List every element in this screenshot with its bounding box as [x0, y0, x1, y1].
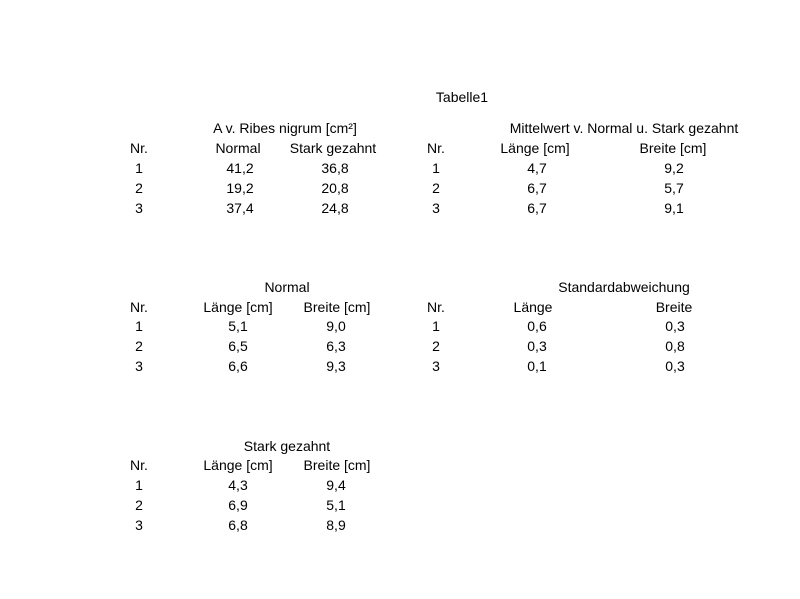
table-cell: 1 [135, 477, 143, 493]
table-cell: 24,8 [321, 200, 349, 216]
table-caption: Mittelwert v. Normal u. Stark gezahnt [509, 120, 739, 136]
table-caption: Normal [264, 279, 310, 295]
column-header: Breite [cm] [639, 140, 707, 156]
table-cell: 1 [432, 318, 440, 334]
table-cell: 9,4 [326, 477, 346, 493]
table-cell: 19,2 [226, 180, 254, 196]
table-cell: 20,8 [321, 180, 349, 196]
table-cell: 3 [135, 358, 143, 374]
table-cell: 2 [432, 338, 440, 354]
table-cell: 2 [432, 180, 440, 196]
column-header: Nr. [427, 140, 445, 156]
table-caption: Stark gezahnt [243, 438, 331, 454]
table-cell: 3 [135, 517, 143, 533]
column-header: Länge [cm] [203, 457, 273, 473]
column-header: Normal [215, 140, 261, 156]
table-cell: 5,7 [664, 180, 684, 196]
table-cell: 0,8 [665, 338, 685, 354]
table-cell: 6,3 [326, 338, 346, 354]
column-header: Breite [cm] [303, 299, 371, 315]
table-cell: 41,2 [226, 160, 254, 176]
table-cell: 6,7 [527, 200, 547, 216]
table-caption: Standardabweichung [558, 279, 690, 295]
column-header: Länge [cm] [203, 299, 273, 315]
table-cell: 0,1 [527, 358, 547, 374]
table-cell: 6,5 [228, 338, 248, 354]
table-cell: 0,6 [527, 318, 547, 334]
table-cell: 1 [432, 160, 440, 176]
table-cell: 6,8 [228, 517, 248, 533]
table-cell: 3 [432, 200, 440, 216]
table-cell: 2 [135, 338, 143, 354]
table-cell: 5,1 [228, 318, 248, 334]
column-header: Nr. [130, 299, 148, 315]
column-header: Nr. [130, 457, 148, 473]
table-cell: 2 [135, 180, 143, 196]
table-cell: 4,7 [527, 160, 547, 176]
table-cell: 6,7 [527, 180, 547, 196]
table-cell: 6,6 [228, 358, 248, 374]
table-cell: 3 [432, 358, 440, 374]
table-cell: 1 [135, 160, 143, 176]
table-cell: 37,4 [226, 200, 254, 216]
column-header: Breite [cm] [303, 457, 371, 473]
column-header: Breite [655, 299, 693, 315]
table-cell: 0,3 [665, 318, 685, 334]
column-header: Länge [cm] [500, 140, 570, 156]
column-header: Nr. [130, 140, 148, 156]
table-cell: 9,0 [326, 318, 346, 334]
table-cell: 3 [135, 200, 143, 216]
table-cell: 9,1 [664, 200, 684, 216]
table-cell: 36,8 [321, 160, 349, 176]
table-cell: 0,3 [527, 338, 547, 354]
table-cell: 8,9 [326, 517, 346, 533]
table-caption: A v. Ribes nigrum [cm²] [213, 120, 357, 136]
table-cell: 6,9 [228, 497, 248, 513]
table-cell: 4,3 [228, 477, 248, 493]
table-cell: 9,3 [326, 358, 346, 374]
page-title: Tabelle1 [435, 89, 489, 105]
column-header: Nr. [427, 299, 445, 315]
table-cell: 2 [135, 497, 143, 513]
table-cell: 1 [135, 318, 143, 334]
column-header: Stark gezahnt [289, 140, 377, 156]
table-cell: 9,2 [664, 160, 684, 176]
table-cell: 5,1 [326, 497, 346, 513]
table-cell: 0,3 [665, 358, 685, 374]
column-header: Länge [513, 299, 553, 315]
